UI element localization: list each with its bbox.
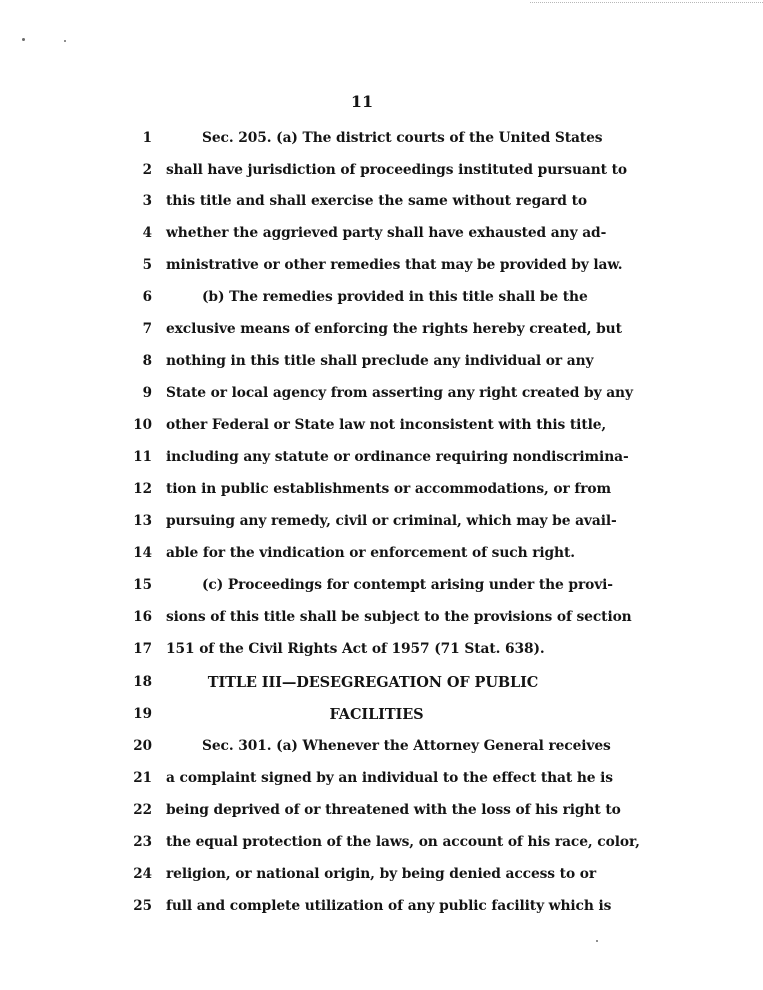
- document-line: [0, 223, 763, 247]
- line-number: 11: [133, 449, 152, 465]
- top-dotted-rule: [530, 2, 763, 3]
- document-line: [0, 128, 763, 152]
- line-number: 10: [133, 417, 152, 433]
- document-line: [0, 768, 763, 792]
- line-text: exclusive means of enforcing the rights hereby created, but: [166, 321, 622, 337]
- line-text: full and complete utilization of any public facility which is: [166, 898, 612, 914]
- document-line: [0, 607, 763, 631]
- document-line: [0, 832, 763, 856]
- document-line: [0, 479, 763, 503]
- line-text: Sec. 205. (a) The district courts of the United States: [202, 130, 603, 146]
- line-number: 21: [133, 770, 152, 786]
- line-number: 14: [133, 545, 152, 561]
- line-text: 151 of the Civil Rights Act of 1957 (71 Stat. 638).: [166, 641, 545, 657]
- line-text: this title and shall exercise the same without regard to: [166, 193, 587, 209]
- document-line: [0, 800, 763, 824]
- document-line: [0, 639, 763, 663]
- line-number: 3: [142, 193, 152, 209]
- document-line: [0, 415, 763, 439]
- document-line: [0, 287, 763, 311]
- line-text: (c) Proceedings for contempt arising under the provi-: [202, 577, 613, 593]
- line-number: 18: [133, 674, 152, 690]
- document-line: [0, 383, 763, 407]
- line-number: 2: [142, 162, 152, 178]
- line-number: 23: [133, 834, 152, 850]
- line-number: 17: [133, 641, 152, 657]
- line-number: 9: [142, 385, 152, 401]
- document-line: [0, 672, 763, 696]
- line-text: including any statute or ordinance requiring nondiscrimina-: [166, 449, 629, 465]
- document-line: [0, 319, 763, 343]
- line-text: pursuing any remedy, civil or criminal, which may be avail-: [166, 513, 617, 529]
- document-line: [0, 447, 763, 471]
- line-number: 4: [142, 225, 152, 241]
- document-line: [0, 864, 763, 888]
- title-heading: TITLE III—DESEGREGATION OF PUBLIC: [207, 674, 539, 691]
- document-line: [0, 543, 763, 567]
- line-number: 16: [133, 609, 152, 625]
- line-number: 22: [133, 802, 152, 818]
- document-line: [0, 896, 763, 920]
- line-text: nothing in this title shall preclude any individual or any: [166, 353, 594, 369]
- document-line: [0, 160, 763, 184]
- line-text: able for the vindication or enforcement of such right.: [166, 545, 575, 561]
- document-line: [0, 191, 763, 215]
- line-number: 12: [133, 481, 152, 497]
- line-number: 13: [133, 513, 152, 529]
- scan-speck: [64, 40, 66, 42]
- line-number: 24: [133, 866, 152, 882]
- line-text: being deprived of or threatened with the loss of his right to: [166, 802, 621, 818]
- line-number: 25: [133, 898, 152, 914]
- line-text: shall have jurisdiction of proceedings instituted pursuant to: [166, 162, 628, 178]
- line-text: sions of this title shall be subject to the provisions of section: [166, 609, 632, 625]
- document-line: [0, 704, 763, 728]
- line-number: 7: [142, 321, 152, 337]
- line-text: State or local agency from asserting any right created by any: [166, 385, 633, 401]
- line-text: Sec. 301. (a) Whenever the Attorney General receives: [202, 738, 611, 754]
- page-number: 11: [350, 92, 374, 111]
- line-number: 19: [133, 706, 152, 722]
- scan-speck: [596, 940, 598, 942]
- line-number: 1: [142, 130, 152, 146]
- scan-speck: [22, 38, 25, 41]
- document-line: [0, 255, 763, 279]
- line-text: a complaint signed by an individual to the effect that he is: [166, 770, 613, 786]
- line-text: tion in public establishments or accommodations, or from: [166, 481, 611, 497]
- line-number: 8: [142, 353, 152, 369]
- line-text: other Federal or State law not inconsistent with this title,: [166, 417, 607, 433]
- line-number: 20: [133, 738, 152, 754]
- line-number: 15: [133, 577, 152, 593]
- line-number: 6: [142, 289, 152, 305]
- title-heading: FACILITIES: [329, 706, 424, 723]
- document-line: [0, 736, 763, 760]
- line-text: ministrative or other remedies that may be provided by law.: [166, 257, 623, 273]
- line-number: 5: [142, 257, 152, 273]
- line-text: whether the aggrieved party shall have exhausted any ad-: [166, 225, 607, 241]
- line-text: the equal protection of the laws, on account of his race, color,: [166, 834, 640, 850]
- line-text: (b) The remedies provided in this title shall be the: [202, 289, 588, 305]
- document-line: [0, 575, 763, 599]
- document-line: [0, 351, 763, 375]
- line-text: religion, or national origin, by being denied access to or: [166, 866, 597, 882]
- document-line: [0, 511, 763, 535]
